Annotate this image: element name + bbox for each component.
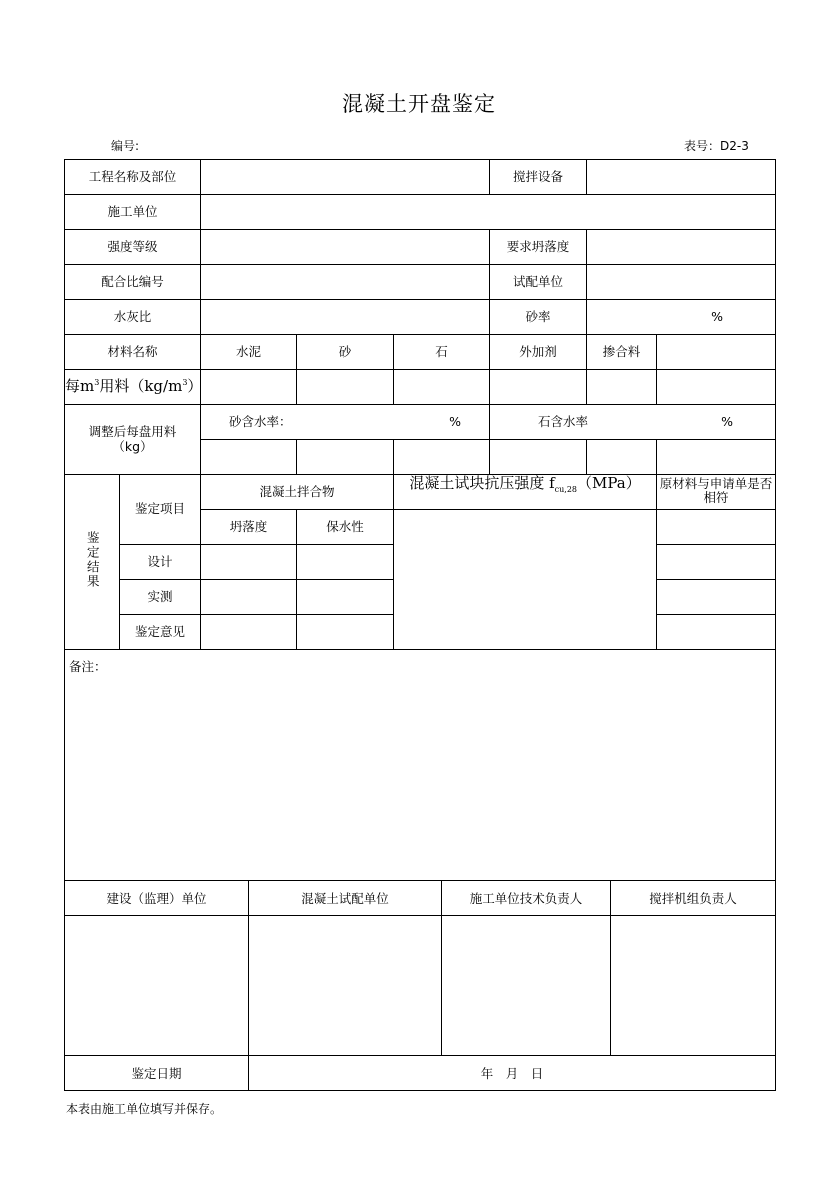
cement-label: 水泥 [201, 335, 297, 370]
page-title: 混凝土开盘鉴定 [342, 92, 496, 116]
number-label: 编号: [111, 139, 140, 153]
row-usage [65, 370, 776, 405]
row-eval-header [65, 475, 776, 510]
sand-label: 砂 [297, 335, 394, 370]
usage-extra-field[interactable] [657, 370, 776, 405]
signature-row [65, 916, 776, 1056]
tech-lead-signature-field[interactable] [442, 916, 611, 1056]
signature-table [64, 880, 776, 1091]
date-row [65, 1056, 776, 1091]
row-project [65, 160, 776, 195]
material-match-field-2[interactable] [657, 545, 776, 580]
material-match-field-1[interactable] [657, 510, 776, 545]
evaluation-group-label: 鉴定结果 [65, 475, 120, 650]
mixer-field[interactable] [587, 160, 776, 195]
adjusted-blend-field[interactable] [587, 440, 657, 475]
sand-ratio-label: 砂率 [490, 300, 587, 335]
row-mix-ratio [65, 265, 776, 300]
material-match-field-3[interactable] [657, 580, 776, 615]
row-construction-unit [65, 195, 776, 230]
stone-moisture-percent: % [721, 414, 734, 429]
sand-moisture-field[interactable] [201, 405, 490, 440]
stone-moisture-label: 石含水率 [538, 414, 589, 429]
remarks-field[interactable] [65, 650, 776, 881]
tech-lead-label: 施工单位技术负责人 [442, 881, 611, 916]
mix-ratio-no-field[interactable] [201, 265, 490, 300]
water-retention-label: 保水性 [297, 510, 394, 545]
compressive-strength-field[interactable] [394, 510, 657, 650]
row-material-names [65, 335, 776, 370]
material-match-label: 原材料与申请单是否相符 [657, 475, 776, 510]
usage-cement-field[interactable] [201, 370, 297, 405]
adjusted-stone-field[interactable] [394, 440, 490, 475]
design-label: 设计 [120, 545, 201, 580]
usage-sand-field[interactable] [297, 370, 394, 405]
wc-ratio-label: 水灰比 [65, 300, 201, 335]
material-match-field-4[interactable] [657, 615, 776, 650]
trial-mix-signature-field[interactable] [249, 916, 442, 1056]
trial-unit-field[interactable] [587, 265, 776, 300]
material-extra-field[interactable] [657, 335, 776, 370]
blend-label: 掺合料 [587, 335, 657, 370]
stone-moisture-field[interactable] [490, 405, 776, 440]
trial-mix-unit-label: 混凝土试配单位 [249, 881, 442, 916]
strength-grade-label: 强度等级 [65, 230, 201, 265]
supervisor-signature-field[interactable] [65, 916, 249, 1056]
row-remarks [65, 650, 776, 881]
appraisal-form-table [64, 159, 776, 881]
evaluation-item-label: 鉴定项目 [120, 475, 201, 545]
strength-grade-field[interactable] [201, 230, 490, 265]
adjusted-usage-label: 调整后每盘用料 （kg） [65, 405, 201, 475]
sand-moisture-label: 砂含水率： [229, 414, 292, 429]
adjusted-extra-field[interactable] [657, 440, 776, 475]
row-strength [65, 230, 776, 265]
compressive-strength-label: 混凝土试块抗压强度 $f_{cu,28}(MPa)$ [394, 475, 657, 510]
usage-stone-field[interactable] [394, 370, 490, 405]
opinion-slump-field[interactable] [201, 615, 297, 650]
footer-note: 本表由施工单位填写并保存。 [66, 1102, 223, 1116]
opinion-label: 鉴定意见 [120, 615, 201, 650]
actual-label: 实测 [120, 580, 201, 615]
design-slump-field[interactable] [201, 545, 297, 580]
usage-admixture-field[interactable] [490, 370, 587, 405]
slump-label: 坍落度 [201, 510, 297, 545]
mix-ratio-no-label: 配合比编号 [65, 265, 201, 300]
actual-retention-field[interactable] [297, 580, 394, 615]
design-retention-field[interactable] [297, 545, 394, 580]
wc-ratio-field[interactable] [201, 300, 490, 335]
slump-required-field[interactable] [587, 230, 776, 265]
appraisal-date-field[interactable]: 年 月 日 [249, 1056, 776, 1091]
mixture-label: 混凝土拌合物 [201, 475, 394, 510]
construction-unit-label: 施工单位 [65, 195, 201, 230]
stone-label: 石 [394, 335, 490, 370]
percent-sign: % [711, 308, 724, 324]
supervisor-unit-label: 建设（监理）单位 [65, 881, 249, 916]
mixer-lead-label: 搅拌机组负责人 [611, 881, 776, 916]
sand-moisture-percent: % [449, 414, 462, 429]
mixer-lead-signature-field[interactable] [611, 916, 776, 1056]
project-name-label: 工程名称及部位 [65, 160, 201, 195]
form-code-label: 表号：D2-3 [684, 139, 749, 153]
usage-per-m3-label: 每$m^3$用料$(kg/m^3)$ [65, 370, 201, 405]
actual-slump-field[interactable] [201, 580, 297, 615]
appraisal-date-label: 鉴定日期 [65, 1056, 249, 1091]
row-wc-ratio [65, 300, 776, 335]
mixer-label: 搅拌设备 [490, 160, 587, 195]
sand-ratio-field[interactable] [587, 300, 776, 335]
usage-blend-field[interactable] [587, 370, 657, 405]
adjusted-cement-field[interactable] [201, 440, 297, 475]
signature-header-row [65, 881, 776, 916]
slump-required-label: 要求坍落度 [490, 230, 587, 265]
project-name-field[interactable] [201, 160, 490, 195]
construction-unit-field[interactable] [201, 195, 776, 230]
admixture-label: 外加剂 [490, 335, 587, 370]
trial-unit-label: 试配单位 [490, 265, 587, 300]
remarks-label: 备注： [69, 659, 107, 674]
row-moisture [65, 405, 776, 440]
material-name-label: 材料名称 [65, 335, 201, 370]
adjusted-sand-field[interactable] [297, 440, 394, 475]
opinion-retention-field[interactable] [297, 615, 394, 650]
adjusted-admixture-field[interactable] [490, 440, 587, 475]
